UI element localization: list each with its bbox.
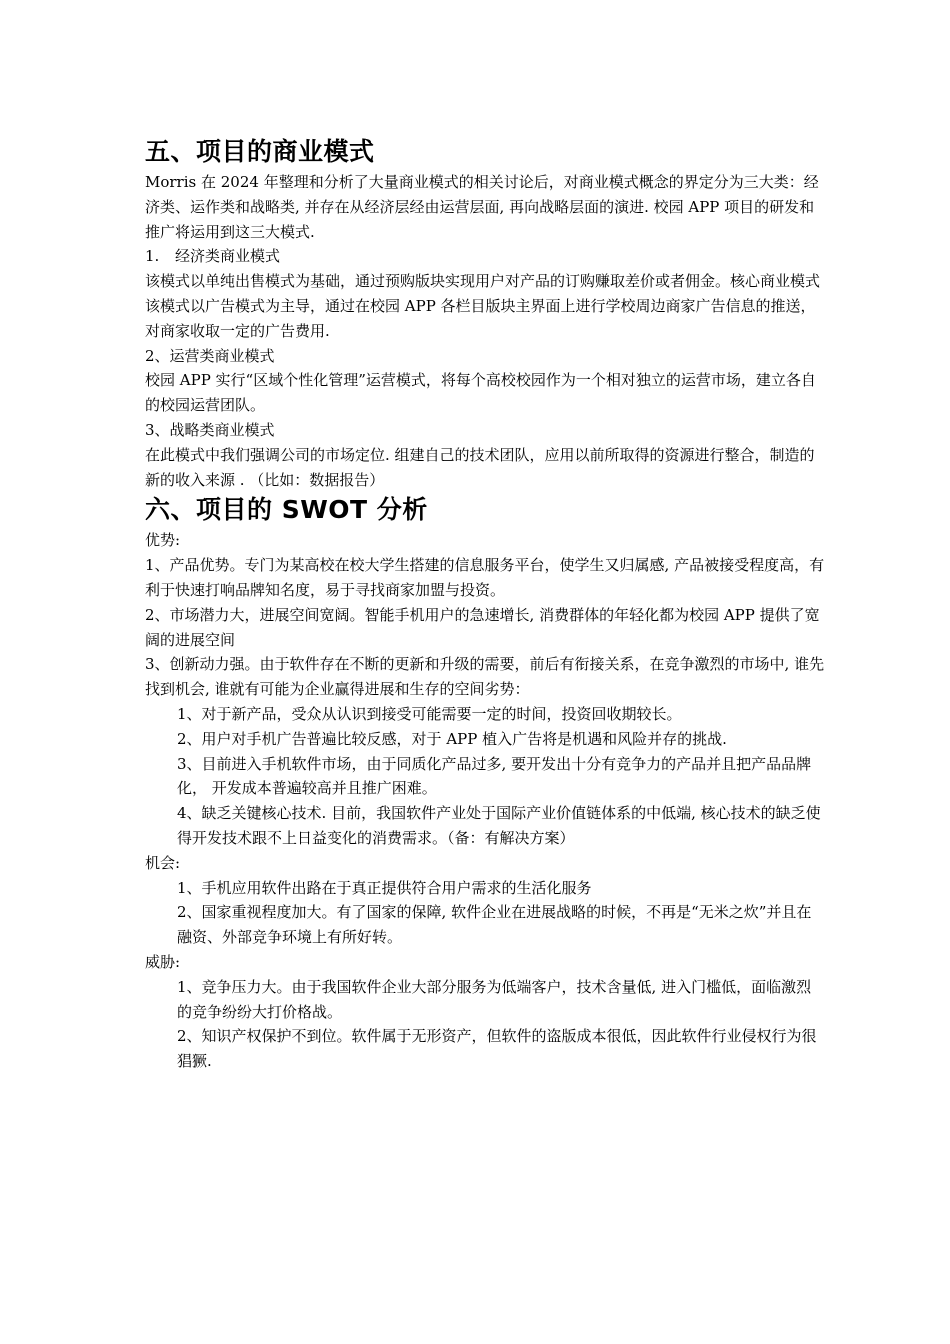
strength-item: 2、市场潜力大，进展空间宽阔。智能手机用户的急速增长, 消费群体的年轻化都为校园 APP 提供了宽阔的进展空间 [145,605,820,649]
section5-intro: Morris 在 2024 年整理和分析了大量商业模式的相关讨论后，对商业模式概念的界定分为三大类：经济类、运作类和战略类, 并存在从经济层经由运营层面, 再向战略层面的演进. 校园 APP 项目的研发和推广将运用到这三大模式. [145,173,819,241]
weakness-item: 1、对于新产品，受众从认识到接受可能需要一定的时间，投资回收期较长。 [177,704,682,723]
section5-item1-title: 经济类商业模式 [175,247,281,266]
strength-item: 3、创新动力强。由于软件存在不断的更新和升级的需要，前后有衔接关系，在竞争激烈的市场中, 谁先找到机会, 谁就有可能为企业赢得进展和生存的空间劣势： [145,655,825,699]
section5-item3-title: 3、战略类商业模式 [145,420,275,439]
page-content [145,134,825,1074]
section5-item1-text: 该模式以单纯出售模式为基础，通过预购版块实现用户对产品的订购赚取差价或者佣金。核心商业模式该模式以广告模式为主导，通过在校园 APP 各栏目版块主界面上进行学校周边商家广告信息的推送，对商家收取一定的广告费用. [145,272,821,340]
section6-heading: 六、项目的 SWOT 分析 [145,495,428,525]
section5-heading: 五、项目的商业模式 [145,137,375,166]
opportunity-item: 1、手机应用软件出路在于真正提供符合用户需求的生活化服务 [177,878,592,897]
threat-item: 2、知识产权保护不到位。软件属于无形资产，但软件的盗版成本很低，因此软件行业侵权行为很猖獗. [177,1027,817,1071]
strength-item: 1、产品优势。专门为某高校在校大学生搭建的信息服务平台，使学生又归属感, 产品被接受程度高，有利于快速打响品牌知名度，易于寻找商家加盟与投资。 [145,556,825,599]
section5-item3-text: 在此模式中我们强调公司的市场定位. 组建自己的技术团队，应用以前所取得的资源进行整合，制造的新的收入来源 . （比如：数据报告） [145,445,815,489]
weakness-item: 2、用户对手机广告普遍比较反感，对于 APP 植入广告将是机遇和风险并存的挑战. [177,729,727,748]
weakness-item: 4、缺乏关键核心技术. 目前，我国软件产业处于国际产业价值链体系的中低端, 核心技术的缺乏使得开发技术跟不上日益变化的消费需求。（备：有解决方案） [177,804,821,847]
opportunity-item: 2、国家重视程度加大。有了国家的保障, 软件企业在进展战略的时候，不再是“无米之炊”并且在融资、外部竞争环境上有所好转。 [177,903,812,947]
section5-item1-number: 1. [145,247,160,266]
section5-item2-title: 2、运营类商业模式 [145,346,275,365]
section5-item2-text: 校园 APP 实行“区域个性化管理”运营模式，将每个高校校园作为一个相对独立的运营市场，建立各自的校园运营团队。 [145,371,816,415]
threats-label: 威胁: [145,952,181,971]
weakness-item: 3、目前进入手机软件市场，由于同质化产品过多, 要开发出十分有竞争力的产品并且把产品品牌化， 开发成本普遍较高并且推广困难。 [177,754,812,798]
opportunities-label: 机会: [145,853,181,872]
section5-item1-title-line [145,244,825,269]
threat-item: 1、竞争压力大。由于我国软件企业大部分服务为低端客户，技术含量低, 进入门槛低，面临激烈的竞争纷纷大打价格战。 [177,977,812,1021]
strengths-label: 优势: [145,531,181,550]
